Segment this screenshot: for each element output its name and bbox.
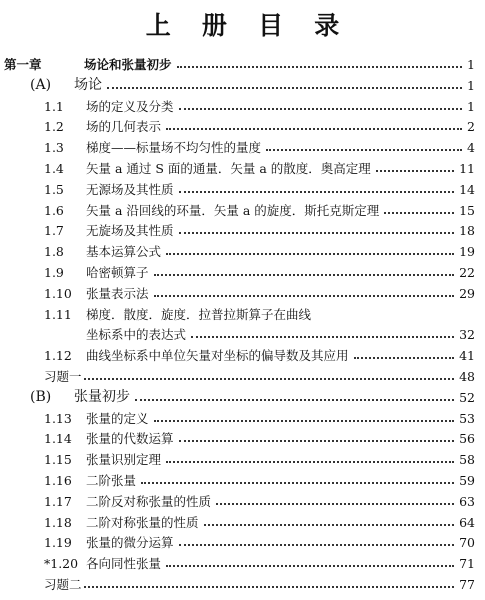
toc-entry-title: 场的几何表示: [86, 116, 164, 137]
toc-entry-number: 1.18: [44, 514, 72, 530]
toc-entry-page: 64: [456, 512, 475, 533]
toc-entry-title: 二阶反对称张量的性质: [86, 491, 214, 512]
toc-entry-page: 11: [456, 158, 475, 179]
toc-entry[interactable]: [0, 283, 485, 304]
toc-entry-title: 矢量 a 沿回线的环量．矢量 a 的旋度．斯托克斯定理: [86, 200, 382, 221]
toc-entry[interactable]: [0, 96, 485, 117]
toc-entry[interactable]: [0, 366, 485, 387]
toc-entry-title: 无旋场及其性质: [86, 220, 177, 241]
dot-leader: [84, 366, 454, 380]
toc-entry-page: 41: [456, 345, 475, 366]
toc-entry[interactable]: [0, 54, 485, 75]
toc-entry-title: 二阶对称张量的性质: [86, 512, 202, 533]
toc-entry[interactable]: [0, 75, 485, 96]
toc-entry-title: 张量表示法: [86, 283, 152, 304]
toc-entry-title: 曲线坐标系中单位矢量对坐标的偏导数及其应用: [86, 345, 352, 366]
toc-entry-number: 1.17: [44, 493, 72, 509]
toc-entry-number: 1.6: [44, 202, 64, 218]
toc-entry-page: 19: [456, 241, 475, 262]
toc-entry[interactable]: [0, 137, 485, 158]
toc-entry-page: 1: [464, 54, 475, 75]
toc-entry[interactable]: [0, 408, 485, 429]
toc-entry-number: 1.3: [44, 140, 64, 156]
toc-entry[interactable]: [0, 553, 485, 574]
toc-entry-title: 坐标系中的表达式: [86, 324, 189, 345]
dot-leader: [266, 137, 462, 151]
table-of-contents: [0, 54, 485, 600]
page-title: 上 册 目 录: [145, 11, 351, 40]
toc-entry-page: 1: [464, 96, 475, 117]
dot-leader: [376, 158, 454, 172]
toc-entry-title: 梯度——标量场不均匀性的量度: [86, 137, 264, 158]
toc-entry-number: 习题二: [44, 577, 82, 592]
toc-entry-title: 张量的微分运算: [86, 532, 177, 553]
toc-entry-page: 2: [464, 116, 475, 137]
toc-entry-number: 1.16: [44, 473, 72, 488]
dot-leader: [179, 532, 454, 546]
toc-entry-number: 1.7: [44, 223, 64, 239]
toc-entry[interactable]: [0, 532, 485, 553]
dot-leader: [354, 345, 454, 359]
dot-leader: [154, 262, 454, 276]
toc-entry-page: 58: [456, 449, 475, 470]
toc-entry[interactable]: [0, 304, 485, 325]
toc-entry-number: 1.15: [44, 452, 72, 468]
toc-entry-title: 张量的代数运算: [86, 428, 177, 449]
toc-entry-number: (B): [30, 388, 52, 405]
toc-entry-title: 场论: [74, 75, 105, 96]
toc-entry-number: (A): [30, 76, 52, 93]
dot-leader: [177, 54, 462, 68]
toc-entry[interactable]: [0, 220, 485, 241]
toc-entry[interactable]: [0, 116, 485, 137]
toc-entry[interactable]: [0, 512, 485, 533]
toc-entry-title: 场论和张量初步: [84, 54, 175, 75]
toc-entry[interactable]: [0, 158, 485, 179]
toc-entry-number: 1.5: [44, 181, 64, 197]
toc-entry-number: 1.12: [44, 348, 72, 364]
toc-entry-number: 1.1: [44, 98, 64, 114]
dot-leader: [107, 75, 462, 89]
toc-entry-number: 1.4: [44, 161, 64, 176]
toc-entry-page: 77: [456, 574, 475, 595]
toc-entry[interactable]: [0, 262, 485, 283]
dot-leader: [166, 116, 462, 130]
dot-leader: [384, 200, 454, 214]
dot-leader: [179, 179, 454, 193]
dot-leader: [154, 408, 454, 422]
dot-leader: [84, 574, 454, 588]
toc-entry-number: 1.8: [44, 244, 64, 260]
toc-entry[interactable]: [0, 200, 485, 221]
toc-entry[interactable]: [0, 449, 485, 470]
toc-entry-number: 1.19: [44, 535, 72, 551]
toc-entry-number: 习题一: [44, 369, 82, 384]
toc-entry-page: 29: [456, 283, 475, 304]
toc-entry-title: 各向同性张量: [86, 553, 164, 574]
toc-entry-page: 18: [456, 220, 475, 241]
toc-entry-page: 59: [456, 470, 475, 491]
toc-entry-number: 1.2: [44, 119, 64, 135]
toc-entry-title: 基本运算公式: [86, 241, 164, 262]
toc-entry-page: 22: [456, 262, 475, 283]
dot-leader: [179, 220, 454, 234]
toc-entry-number: 1.11: [44, 306, 72, 322]
toc-entry-title: 张量初步: [74, 387, 133, 408]
dot-leader: [166, 449, 454, 463]
toc-entry-number: 第一章: [4, 57, 42, 72]
dot-leader: [216, 491, 454, 505]
toc-entry-title: 张量的定义: [86, 408, 152, 429]
toc-entry-number: 1.10: [44, 285, 72, 301]
toc-entry-page: 53: [456, 408, 475, 429]
dot-leader: [166, 553, 454, 567]
dot-leader: [135, 387, 454, 401]
dot-leader: [166, 241, 454, 255]
toc-entry-number: *1.20: [44, 556, 79, 572]
dot-leader: [204, 512, 454, 526]
toc-entry-page: 14: [456, 179, 475, 200]
toc-entry[interactable]: [0, 324, 485, 345]
toc-entry-title: 矢量 a 通过 S 面的通量．矢量 a 的散度．奥高定理: [86, 158, 374, 179]
toc-entry-page: 48: [456, 366, 475, 387]
toc-entry-page: 32: [456, 324, 475, 345]
dot-leader: [191, 324, 454, 338]
toc-entry-number: 1.9: [44, 265, 64, 280]
toc-entry-page: 1: [464, 75, 475, 96]
toc-entry-number: 1.13: [44, 410, 72, 426]
dot-leader: [141, 470, 454, 484]
toc-entry-title: 张量识别定理: [86, 449, 164, 470]
toc-entry-title: 梯度．散度．旋度．拉普拉斯算子在曲线: [86, 304, 314, 325]
toc-entry-page: 70: [456, 532, 475, 553]
toc-entry-title: 场的定义及分类: [86, 96, 177, 117]
toc-entry[interactable]: [0, 470, 485, 491]
toc-entry-page: 4: [464, 137, 475, 158]
dot-leader: [179, 428, 454, 442]
toc-entry-page: 52: [456, 387, 475, 408]
toc-entry-title: 二阶张量: [86, 470, 139, 491]
toc-entry-number: 1.14: [44, 431, 72, 447]
dot-leader: [154, 283, 454, 297]
toc-entry-title: 无源场及其性质: [86, 179, 177, 200]
toc-entry-page: 56: [456, 428, 475, 449]
toc-entry[interactable]: [0, 428, 485, 449]
toc-entry[interactable]: [0, 574, 485, 595]
toc-entry-page: 63: [456, 491, 475, 512]
toc-entry-page: 71: [456, 553, 475, 574]
toc-entry-title: 哈密顿算子: [86, 262, 152, 283]
toc-entry[interactable]: [0, 387, 485, 408]
toc-entry[interactable]: [0, 345, 485, 366]
dot-leader: [179, 96, 462, 110]
toc-entry[interactable]: [0, 179, 485, 200]
toc-entry[interactable]: [0, 241, 485, 262]
toc-entry-page: 15: [456, 200, 475, 221]
toc-entry[interactable]: [0, 491, 485, 512]
